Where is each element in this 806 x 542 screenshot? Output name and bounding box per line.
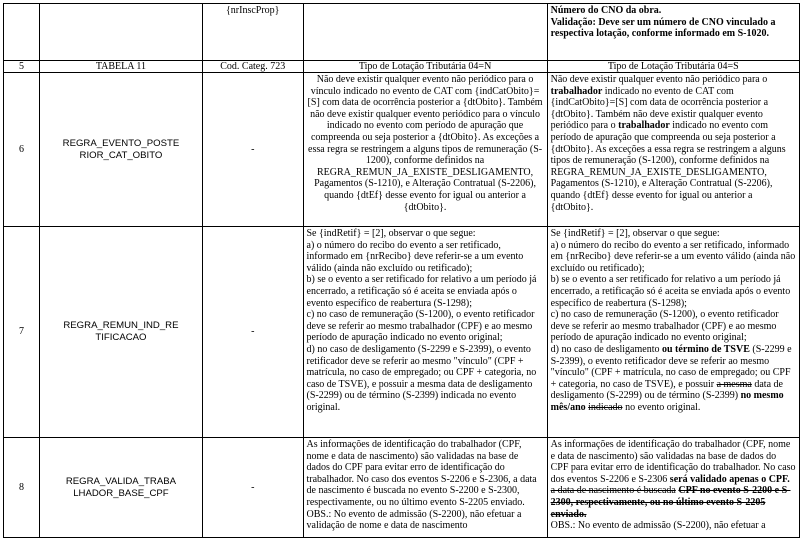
rule-text-n: Não deve existir qualquer evento não periódico para o vínculo indicado no evento de CAT com {indCatObito}=[S] com data de ocorrência posterior a {dtObito}. Também não deve existir qualquer evento periódico para o vínculo indicado no evento com período de apuração que compreenda ou seja posterior a {dtObito}. As exceções a essa regra se restringem a alguns tipos de remuneração (S-1200), conforme definidos na REGRA_REMUN_JA_EXISTE_DESLIGAMENTO, Pagamentos (S-1210), e Alteração Contratual (S-2206), quando {dtEf} desse evento for igual ou anterior a {dtObito}.: [303, 73, 547, 227]
table-name-cell: TABELA 11: [39, 61, 202, 73]
table-row: [4, 438, 800, 538]
category-cell: -: [202, 73, 303, 227]
cno-title: Número do CNO da obra.: [550, 5, 662, 16]
table-row: [4, 73, 800, 227]
category-cell: [202, 4, 303, 61]
lotacao-n-cell: [303, 4, 547, 61]
cno-validation: Validação: Deve ser um número de CNO vinculado a respectiva lotação, conforme informado em S-1020.: [550, 16, 776, 40]
row-number-cell: 5: [4, 61, 40, 73]
table-row: [4, 4, 800, 61]
rule-name-cell: REGRA_EVENTO_POSTE RIOR_CAT_OBITO: [39, 73, 202, 227]
lotacao-s-cell: [547, 4, 799, 61]
rule-text-s: Se {indRetif} = [2], observar o que segue: a) o número do recibo do evento a ser retificado, informado em {nrRecibo} deve referir-se a um evento válido (ainda não excluído ou retificado); b) se o evento a ser retificado for relativo a um período já encerrado, a retificação só é aceita se enviada após o evento específico de reabertura (S-1298); c) no caso de remuneração (S-1200), o evento retificador deve se referir ao mesmo trabalhador (CPF) e ao mesmo período de apuração indicado no evento original; d) no caso de desligamento ou término de TSVE (S-2299 e S-2399), o evento retificador deve se referir ao mesmo "vínculo" (CPF + matrícula, no caso de empregado; ou CPF + categoria, no caso de TSVE), e possuir a mesma data de desligamento (S-2299) ou de término (S-2399) no mesmo mês/ano indicado no evento original.: [547, 227, 799, 438]
table-row: [4, 227, 800, 438]
field-placeholder: {nrInscProp}: [226, 5, 280, 16]
rule-name-cell: [39, 4, 202, 61]
table-row: [4, 61, 800, 73]
rules-table: [3, 3, 800, 538]
row-number-cell: 7: [4, 227, 40, 438]
category-cell: Cod. Categ. 723: [202, 61, 303, 73]
rule-name-cell: REGRA_REMUN_IND_RE TIFICACAO: [39, 227, 202, 438]
row-number-cell: 6: [4, 73, 40, 227]
category-cell: -: [202, 438, 303, 538]
lotacao-s-header: Tipo de Lotação Tributária 04=S: [547, 61, 799, 73]
row-number-cell: [4, 4, 40, 61]
lotacao-n-header: Tipo de Lotação Tributária 04=N: [303, 61, 547, 73]
rule-text-s: Não deve existir qualquer evento não periódico para o trabalhador indicado no evento de CAT com {indCatObito}=[S] com data de ocorrência posterior a {dtObito}. Também não deve existir qualquer evento periódico para o trabalhador indicado no evento com período de apuração que compreenda ou seja posterior a {dtObito}. As exceções a essa regra se restringem a alguns tipos de remuneração (S-1200), conforme definidos na REGRA_REMUN_JA_EXISTE_DESLIGAMENTO, Pagamentos (S-1210), e Alteração Contratual (S-2206), quando {dtEf} desse evento for igual ou anterior a {dtObito}.: [547, 73, 799, 227]
rule-text-n: Se {indRetif} = [2], observar o que segue: a) o número do recibo do evento a ser retificado, informado em {nrRecibo} deve referir-se a um evento válido (ainda não excluído ou retificado); b) se o evento a ser retificado for relativo a um período já encerrado, a retificação só é aceita se enviada após o evento específico de reabertura (S-1298); c) no caso de remuneração (S-1200), o evento retificador deve se referir ao mesmo trabalhador (CPF) e ao mesmo período de apuração indicado no evento original; d) no caso de desligamento (S-2299 e S-2399), o evento retificador deve se referir ao mesmo "vínculo" (CPF + matrícula, no caso de empregado; ou CPF + categoria, no caso de TSVE), e possuir a mesma data de desligamento (S-2299) ou de término (S-2399) indicada no evento original.: [303, 227, 547, 438]
row-number-cell: 8: [4, 438, 40, 538]
rule-text-s: As informações de identificação do trabalhador (CPF, nome e data de nascimento) são validadas na base de dados do CPF para evitar erro de identificação do trabalhador. No caso dos eventos S-2206 e S-2306 será validado apenas o CPF. a data de nascimento é buscada CPF no evento S-2200 e S-2300, respectivamente, ou no último evento S-2205 enviado. OBS.: No evento de admissão (S-2200), não efetuar a: [547, 438, 799, 538]
rule-text-n: As informações de identificação do trabalhador (CPF, nome e data de nascimento) são validadas na base de dados do CPF para evitar erro de identificação do trabalhador. No caso dos eventos S-2206 e S-2306, a data de nascimento é buscada no evento S-2200 e S-2300, respectivamente, ou no último evento S-2205 enviado. OBS.: No evento de admissão (S-2200), não efetuar a validação de nome e data de nascimento: [303, 438, 547, 538]
category-cell: -: [202, 227, 303, 438]
rule-name-cell: REGRA_VALIDA_TRABA LHADOR_BASE_CPF: [39, 438, 202, 538]
